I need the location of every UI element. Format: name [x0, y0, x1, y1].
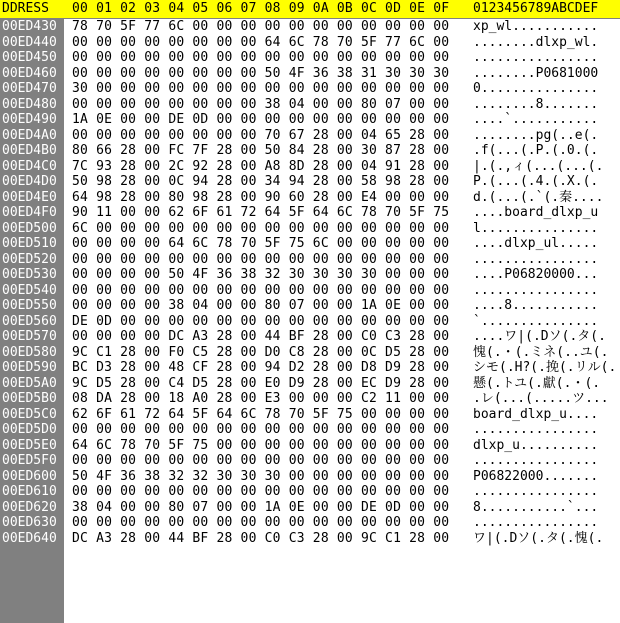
hex-row[interactable] [0, 112, 620, 128]
row-hex-bytes[interactable]: 00 00 00 00 64 6C 78 70 5F 75 6C 00 00 00 00 00 [72, 236, 450, 251]
row-ascii-text[interactable]: 8...........`... [473, 499, 599, 515]
hex-row[interactable] [0, 391, 620, 407]
row-hex-bytes[interactable]: DE 0D 00 00 00 00 00 00 00 00 00 00 00 00 00 00 [72, 313, 450, 329]
row-ascii-text[interactable]: シモ(.H?(.挽(.リル(. [473, 360, 617, 375]
row-hex-bytes[interactable]: 64 6C 78 70 5F 75 00 00 00 00 00 00 00 00 00 00 [72, 437, 450, 453]
ascii-column-header: 0123456789ABCDEF [473, 1, 599, 16]
row-hex-bytes[interactable]: BC D3 28 00 48 CF 28 00 94 D2 28 00 D8 D9 28 00 [72, 360, 450, 375]
row-ascii-text[interactable]: ................ [473, 282, 599, 298]
hex-row[interactable] [0, 252, 620, 268]
hex-row[interactable] [0, 159, 620, 175]
row-hex-bytes[interactable]: 00 00 00 00 00 00 00 00 00 00 00 00 00 00 00 00 [72, 422, 450, 437]
row-address: 00ED630 [2, 515, 57, 530]
row-ascii-text[interactable]: ........8....... [473, 96, 599, 112]
row-ascii-text[interactable]: ................ [473, 50, 599, 65]
row-hex-bytes[interactable]: 50 98 28 00 0C 94 28 00 34 94 28 00 58 98 28 00 [72, 174, 450, 189]
row-ascii-text[interactable]: ワ|(.Dソ(.タ(.愧(. [473, 530, 604, 546]
hex-row[interactable] [0, 360, 620, 376]
hex-row[interactable] [0, 35, 620, 51]
hex-row[interactable] [0, 438, 620, 454]
hex-row[interactable] [0, 221, 620, 237]
row-ascii-text[interactable]: .f(...(.P.(.0.(. [473, 143, 599, 158]
row-ascii-text[interactable]: P.(...(.4.(.X.(. [473, 174, 599, 189]
row-hex-bytes[interactable]: 1A 0E 00 00 DE 0D 00 00 00 00 00 00 00 00 00 00 [72, 112, 450, 127]
row-hex-bytes[interactable]: 00 00 00 00 00 00 00 00 00 00 00 00 00 00 00 00 [72, 50, 450, 65]
hex-row[interactable] [0, 236, 620, 252]
hex-row[interactable] [0, 19, 620, 35]
row-ascii-text[interactable]: ....dlxp_ul..... [473, 236, 599, 251]
hex-row[interactable] [0, 66, 620, 82]
hex-row[interactable] [0, 515, 620, 531]
row-address: 00ED460 [2, 65, 57, 81]
row-ascii-text[interactable]: 懸(.トユ(.獻(.・(. [473, 375, 601, 391]
hex-row[interactable] [0, 283, 620, 299]
row-address: 00ED490 [2, 112, 57, 127]
address-column-header: DDRESS [2, 1, 49, 16]
hex-row[interactable] [0, 500, 620, 516]
row-address: 00ED4A0 [2, 127, 57, 143]
hex-row[interactable] [0, 143, 620, 159]
row-hex-bytes[interactable]: 62 6F 61 72 64 5F 64 6C 78 70 5F 75 00 00 00 00 [72, 406, 450, 422]
row-hex-bytes[interactable]: 90 11 00 00 62 6F 61 72 64 5F 64 6C 78 70 5F 75 [72, 205, 450, 220]
row-address: 00ED480 [2, 96, 57, 112]
row-hex-bytes[interactable]: 00 00 00 00 DC A3 28 00 44 BF 28 00 C0 C3 28 00 [72, 329, 450, 344]
row-hex-bytes[interactable]: 00 00 00 00 00 00 00 00 70 67 28 00 04 65 28 00 [72, 127, 450, 143]
row-address: 00ED4C0 [2, 158, 57, 174]
row-hex-bytes[interactable]: 08 DA 28 00 18 A0 28 00 E3 00 00 00 C2 11 00 00 [72, 391, 450, 406]
row-hex-bytes[interactable]: 00 00 00 00 00 00 00 00 00 00 00 00 00 00 00 00 [72, 484, 450, 499]
row-ascii-text[interactable]: ....8........... [473, 298, 599, 313]
row-hex-bytes[interactable]: 00 00 00 00 50 4F 36 38 32 30 30 30 30 00 00 00 [72, 267, 450, 282]
row-hex-bytes[interactable]: 64 98 28 00 80 98 28 00 90 60 28 00 E4 00 00 00 [72, 189, 450, 205]
row-address: 00ED430 [2, 19, 57, 34]
hex-row[interactable] [0, 422, 620, 438]
row-hex-bytes[interactable]: 00 00 00 00 00 00 00 00 00 00 00 00 00 00 00 00 [72, 453, 450, 468]
row-ascii-text[interactable]: ................ [473, 484, 599, 499]
row-address: 00ED4D0 [2, 174, 57, 189]
row-ascii-text[interactable]: board_dlxp_u.... [473, 406, 599, 422]
row-hex-bytes[interactable]: 9C C1 28 00 F0 C5 28 00 D0 C8 28 00 0C D5 28 00 [72, 344, 450, 360]
row-address: 00ED610 [2, 484, 57, 499]
row-ascii-text[interactable]: ........pg(..e(. [473, 127, 599, 143]
row-ascii-text[interactable]: ................ [473, 515, 599, 530]
row-ascii-text[interactable]: ....P06820000... [473, 267, 599, 282]
row-address: 00ED530 [2, 267, 57, 282]
hex-row[interactable] [0, 469, 620, 485]
row-ascii-text[interactable]: ................ [473, 251, 599, 267]
row-hex-bytes[interactable]: 00 00 00 00 00 00 00 00 64 6C 78 70 5F 77 6C 00 [72, 34, 450, 50]
row-address: 00ED600 [2, 468, 57, 484]
hex-row[interactable] [0, 190, 620, 206]
row-ascii-text[interactable]: xp_wl........... [473, 19, 599, 34]
row-ascii-text[interactable]: `............... [473, 313, 599, 329]
hex-row[interactable] [0, 314, 620, 330]
row-hex-bytes[interactable]: 9C D5 28 00 C4 D5 28 00 E0 D9 28 00 EC D9 28 00 [72, 375, 450, 391]
row-ascii-text[interactable]: ................ [473, 453, 599, 468]
hex-row[interactable] [0, 50, 620, 66]
row-ascii-text[interactable]: ................ [473, 422, 599, 437]
row-address: 00ED5E0 [2, 437, 57, 453]
hex-row[interactable] [0, 97, 620, 113]
row-address: 00ED5A0 [2, 375, 57, 391]
row-hex-bytes[interactable]: 00 00 00 00 00 00 00 00 00 00 00 00 00 00 00 00 [72, 251, 450, 267]
row-hex-bytes[interactable]: 00 00 00 00 00 00 00 00 00 00 00 00 00 00 00 00 [72, 515, 450, 530]
row-address: 00ED4B0 [2, 143, 57, 158]
row-address: 00ED540 [2, 282, 57, 298]
row-address: 00ED640 [2, 530, 57, 546]
row-ascii-text[interactable]: ....`........... [473, 112, 599, 127]
row-hex-bytes[interactable]: 50 4F 36 38 32 32 30 30 30 00 00 00 00 00 00 00 [72, 468, 450, 484]
row-ascii-text[interactable]: 0............... [473, 81, 599, 96]
row-hex-bytes[interactable]: 00 00 00 00 00 00 00 00 50 4F 36 38 31 30 30 30 [72, 65, 450, 81]
row-ascii-text[interactable]: .レ(...(.....ツ... [473, 391, 609, 406]
row-ascii-text[interactable]: ........P0681000 [473, 65, 599, 81]
row-address: 00ED620 [2, 499, 57, 515]
hex-row[interactable] [0, 329, 620, 345]
row-hex-bytes[interactable]: 00 00 00 00 00 00 00 00 00 00 00 00 00 00 00 00 [72, 282, 450, 298]
row-hex-bytes[interactable]: 78 70 5F 77 6C 00 00 00 00 00 00 00 00 00 00 00 [72, 19, 450, 34]
row-address: 00ED500 [2, 220, 57, 236]
row-ascii-text[interactable]: ........dlxp_wl. [473, 34, 599, 50]
row-address: 00ED470 [2, 81, 57, 96]
hex-row[interactable] [0, 484, 620, 500]
row-address: 00ED520 [2, 251, 57, 267]
column-header-bar [0, 0, 620, 19]
hex-row[interactable] [0, 174, 620, 190]
hex-row[interactable] [0, 81, 620, 97]
hex-row[interactable] [0, 128, 620, 144]
hex-row[interactable] [0, 205, 620, 221]
row-hex-bytes[interactable]: DC A3 28 00 44 BF 28 00 C0 C3 28 00 9C C1 28 00 [72, 530, 450, 546]
row-address: 00ED5D0 [2, 422, 57, 437]
hex-column-header: 00 01 02 03 04 05 06 07 08 09 0A 0B 0C 0D 0E 0F [72, 1, 450, 16]
row-address: 00ED450 [2, 50, 57, 65]
row-hex-bytes[interactable]: 00 00 00 00 00 00 00 00 38 04 00 00 80 07 00 00 [72, 96, 450, 112]
row-hex-bytes[interactable]: 30 00 00 00 00 00 00 00 00 00 00 00 00 00 00 00 [72, 81, 450, 96]
row-address: 00ED5B0 [2, 391, 57, 406]
row-address: 00ED4F0 [2, 205, 57, 220]
row-address: 00ED580 [2, 344, 57, 360]
hex-row[interactable] [0, 453, 620, 469]
row-address: 00ED4E0 [2, 189, 57, 205]
row-ascii-text[interactable]: l............... [473, 220, 599, 236]
row-ascii-text[interactable]: |.(.,ィ(...(...(. [473, 158, 604, 174]
row-address: 00ED5F0 [2, 453, 57, 468]
watermark-logo [0, 578, 140, 623]
row-address: 00ED550 [2, 298, 57, 313]
hex-row[interactable] [0, 345, 620, 361]
row-address: 00ED510 [2, 236, 57, 251]
row-hex-bytes[interactable]: 7C 93 28 00 2C 92 28 00 A8 8D 28 00 04 91 28 00 [72, 158, 450, 174]
row-address: 00ED590 [2, 360, 57, 375]
hex-row[interactable] [0, 376, 620, 392]
row-ascii-text[interactable]: P06822000....... [473, 468, 599, 484]
row-address: 00ED560 [2, 313, 57, 329]
row-address: 00ED5C0 [2, 406, 57, 422]
row-ascii-text[interactable]: ....board_dlxp_u [473, 205, 599, 220]
row-ascii-text[interactable]: dlxp_u.......... [473, 437, 599, 453]
row-hex-bytes[interactable]: 6C 00 00 00 00 00 00 00 00 00 00 00 00 00 00 00 [72, 220, 450, 236]
row-ascii-text[interactable]: 愧(.・(.ミネ(..ユ(. [473, 344, 609, 360]
row-address: 00ED440 [2, 34, 57, 50]
hex-row[interactable] [0, 298, 620, 314]
row-hex-bytes[interactable]: 80 66 28 00 FC 7F 28 00 50 84 28 00 30 87 28 00 [72, 143, 450, 158]
row-address: 00ED570 [2, 329, 57, 344]
hex-rows[interactable] [0, 19, 620, 546]
hex-row[interactable] [0, 407, 620, 423]
hex-row[interactable] [0, 531, 620, 547]
row-hex-bytes[interactable]: 38 04 00 00 80 07 00 00 1A 0E 00 00 DE 0D 00 00 [72, 499, 450, 515]
hex-row[interactable] [0, 267, 620, 283]
row-ascii-text[interactable]: d.(...(.`(.秦.... [473, 189, 604, 205]
row-hex-bytes[interactable]: 00 00 00 00 38 04 00 00 80 07 00 00 1A 0E 00 00 [72, 298, 450, 313]
row-ascii-text[interactable]: ....ワ|(.Dソ(.タ(. [473, 329, 606, 344]
